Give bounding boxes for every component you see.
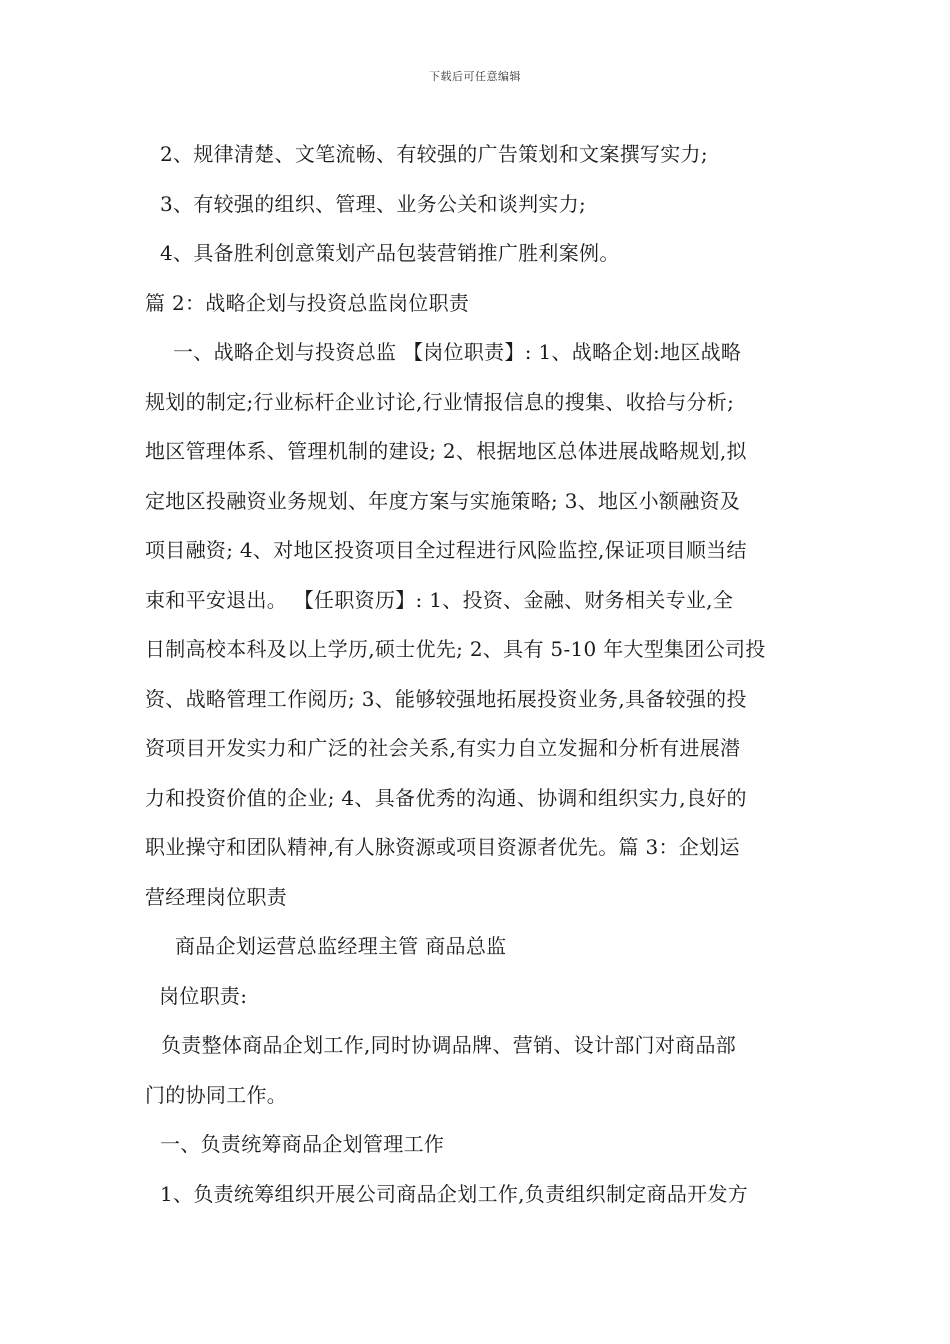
requirement-item-3: 3、有较强的组织、管理、业务公关和谈判实力; bbox=[160, 191, 587, 216]
paragraph-line: 资、战略管理工作阅历; 3、能够较强地拓展投资业务,具备较强的投 bbox=[145, 686, 747, 711]
paragraph-line: 营经理岗位职责 bbox=[145, 884, 288, 909]
paragraph-line: 日制高校本科及以上学历,硕士优先; 2、具有 5-10 年大型集团公司投 bbox=[145, 637, 766, 661]
paragraph-line: 一、战略企划与投资总监 【岗位职责】: 1、战略企划:地区战略 bbox=[173, 340, 742, 364]
paragraph-line: 负责整体商品企划工作,同时协调品牌、营销、设计部门对商品部 bbox=[161, 1033, 737, 1057]
requirement-item-4: 4、具备胜利创意策划产品包装营销推广胜利案例。 bbox=[160, 241, 620, 265]
paragraph-line: 门的协同工作。 bbox=[145, 1082, 288, 1107]
paragraph-line: 规划的制定;行业标杆企业讨论,行业情报信息的搜集、收拾与分析; bbox=[145, 389, 735, 414]
paragraph-line: 职业操守和团队精神,有人脉资源或项目资源者优先。篇 3：企划运 bbox=[145, 835, 740, 859]
paragraph-line: 定地区投融资业务规划、年度方案与实施策略; 3、地区小额融资及 bbox=[145, 488, 741, 513]
paragraph-line: 项目融资; 4、对地区投资项目全过程进行风险监控,保证项目顺当结 bbox=[145, 538, 747, 562]
duties-label: 岗位职责: bbox=[159, 983, 248, 1008]
paragraph-line: 束和平安退出。 【任职资历】: 1、投资、金融、财务相关专业,全 bbox=[145, 587, 734, 612]
requirement-item-2: 2、规律清楚、文笔流畅、有较强的广告策划和文案撰写实力; bbox=[160, 142, 708, 166]
paragraph-line: 力和投资价值的企业; 4、具备优秀的沟通、协调和组织实力,良好的 bbox=[145, 785, 747, 810]
section-heading-duty-1: 一、负责统筹商品企划管理工作 bbox=[160, 1132, 445, 1156]
duty-item-1: 1、负责统筹组织开展公司商品企划工作,负责组织制定商品开发方 bbox=[160, 1181, 749, 1206]
paragraph-line: 地区管理体系、管理机制的建设; 2、根据地区总体进展战略规划,拟 bbox=[145, 439, 747, 463]
section-heading-2: 篇 2：战略企划与投资总监岗位职责 bbox=[145, 290, 470, 315]
paragraph-line: 资项目开发实力和广泛的社会关系,有实力自立发掘和分析有进展潜 bbox=[145, 736, 741, 760]
document-body bbox=[145, 130, 810, 1219]
page-header-note: 下载后可任意编辑 bbox=[429, 70, 521, 83]
job-title-line: 商品企划运营总监经理主管 商品总监 bbox=[175, 934, 507, 958]
